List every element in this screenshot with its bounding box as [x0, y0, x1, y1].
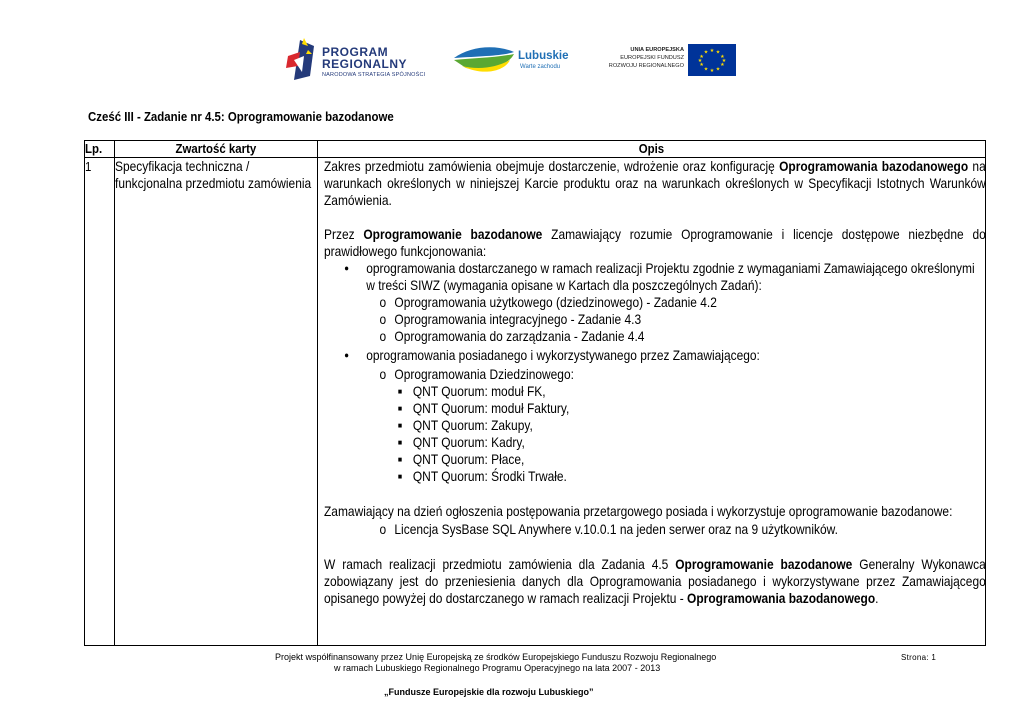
- lubuskie-emblem-icon: [452, 42, 516, 78]
- svg-text:★: ★: [709, 48, 715, 54]
- svg-text:★: ★: [709, 68, 715, 74]
- list-item: o Oprogramowania Dziedzinowego:: [324, 366, 986, 383]
- lubuskie-logo-name: Lubuskie: [518, 50, 569, 62]
- eu-logo-line1: UNIA EUROPEJSKA: [630, 47, 684, 53]
- list-item: ■ QNT Quorum: Zakupy,: [324, 417, 986, 434]
- program-logo-line2: REGIONALNY: [322, 57, 408, 71]
- opis-bullet-list: [324, 260, 986, 485]
- list-item: ■ QNT Quorum: moduł FK,: [324, 383, 986, 400]
- svg-text:★: ★: [699, 62, 704, 68]
- opis-paragraph-definition: Przez Oprogramowanie bazodanowe Zamawiający rozumie Oprogramowanie i licencje dostępowe niezbędne do prawidłowego funkcjonowania:: [324, 227, 986, 259]
- specification-table: [84, 140, 986, 646]
- svg-text:★: ★: [715, 49, 721, 56]
- column-header-zwartosc: Zwartość karty: [115, 141, 318, 158]
- cell-lp: 1: [85, 158, 115, 646]
- footer-slogan: „Fundusze Europejskie dla rozwoju Lubuskiego”: [384, 687, 594, 697]
- header-logos: [0, 34, 1024, 84]
- program-logo-line3: NARODOWA STRATEGIA SPÓJNOŚCI: [322, 72, 426, 78]
- eu-flag-icon: [688, 44, 736, 76]
- list-item: ■ QNT Quorum: Środki Trwałe.: [324, 468, 986, 485]
- table-row: [85, 158, 986, 646]
- page-number: Strona: 1: [901, 653, 937, 662]
- zwartosc-text: Specyfikacja techniczna / funkcjonalna przedmiotu zamówienia: [115, 159, 312, 191]
- svg-text:★: ★: [720, 54, 725, 60]
- program-regionalny-logo: [284, 36, 434, 82]
- eu-erdf-logo: [598, 44, 738, 80]
- list-item: ● oprogramowania posiadanego i wykorzystywanego przez Zamawiającego:: [324, 347, 986, 364]
- eu-logo-line3: ROZWOJU REGIONALNEGO: [608, 63, 684, 69]
- list-item: o Licencja SysBase SQL Anywhere v.10.0.1 na jeden serwer oraz na 9 użytkowników.: [324, 521, 986, 538]
- list-item: ■ QNT Quorum: Kadry,: [324, 434, 986, 451]
- svg-text:★: ★: [699, 54, 704, 60]
- svg-text:★: ★: [697, 58, 703, 64]
- svg-text:★: ★: [721, 58, 727, 64]
- table-header-row: [85, 141, 986, 158]
- svg-text:★: ★: [715, 66, 721, 73]
- list-item: o Oprogramowania do zarządzania - Zadanie 4.4: [324, 328, 986, 345]
- footer-line2: w ramach Lubuskiego Regionalnego Programu Operacyjnego na lata 2007 - 2013: [334, 663, 661, 673]
- opis-paragraph-migration: W ramach realizacji przedmiotu zamówienia dla Zadania 4.5 Oprogramowanie bazodanowe Generalny Wykonawca zobowiązany jest do przeniesienia danych dla Oprogramowania posiadanego i wykorzystywane przez Zamawiającego opisanego powyżej do dostarczanego w ramach realizacji Projektu - Oprogramowania bazodanowego.: [324, 557, 986, 606]
- cell-zwartosc: [115, 158, 318, 646]
- eu-logo-line2: EUROPEJSKI FUNDUSZ: [620, 55, 684, 61]
- list-item: ■ QNT Quorum: Płace,: [324, 451, 986, 468]
- list-item: ● oprogramowania dostarczanego w ramach realizacji Projektu zgodnie z wymaganiami Zamawiającego określonymi w treści SIWZ (wymagania opisane w Kartach dla poszczególnych Zadań):: [324, 260, 986, 294]
- document-title: Cześć III - Zadanie nr 4.5: Oprogramowanie bazodanowe: [88, 109, 394, 124]
- opis-paragraph-scope: Zakres przedmiotu zamówienia obejmuje dostarczenie, wdrożenie oraz konfigurację Oprogramowania bazodanowego na warunkach określonych w niniejszej Karcie produktu oraz na warunkach określonych w Specyfikacji Istotnych Warunków Zamówienia.: [324, 159, 986, 208]
- opis-license-list: [324, 521, 986, 538]
- list-item: o Oprogramowania integracyjnego - Zadanie 4.3: [324, 311, 986, 328]
- opis-paragraph-current-software: Zamawiający na dzień ogłoszenia postępowania przetargowego posiada i wykorzystuje oprogramowanie bazodanowe:: [324, 504, 953, 519]
- list-item: ■ QNT Quorum: moduł Faktury,: [324, 400, 986, 417]
- opis-content: [324, 158, 986, 607]
- column-header-opis: Opis: [318, 141, 986, 158]
- program-logo-line1: PROGRAM: [322, 45, 389, 59]
- program-regionalny-emblem-icon: [284, 36, 320, 82]
- svg-text:★: ★: [720, 62, 725, 68]
- cell-opis: [318, 158, 986, 646]
- svg-text:★: ★: [703, 49, 709, 56]
- lubuskie-logo: [452, 42, 572, 80]
- lubuskie-logo-tagline: Warte zachodu: [520, 64, 561, 70]
- eu-logo-text: [598, 46, 684, 70]
- svg-text:★: ★: [703, 66, 709, 73]
- list-item: o Oprogramowania użytkowego (dziedzinowego) - Zadanie 4.2: [324, 294, 986, 311]
- footer-line1: Projekt współfinansowany przez Unię Europejską ze środków Europejskiego Funduszu Rozwoju Regionalnego: [275, 652, 717, 662]
- column-header-lp: Lp.: [85, 141, 115, 158]
